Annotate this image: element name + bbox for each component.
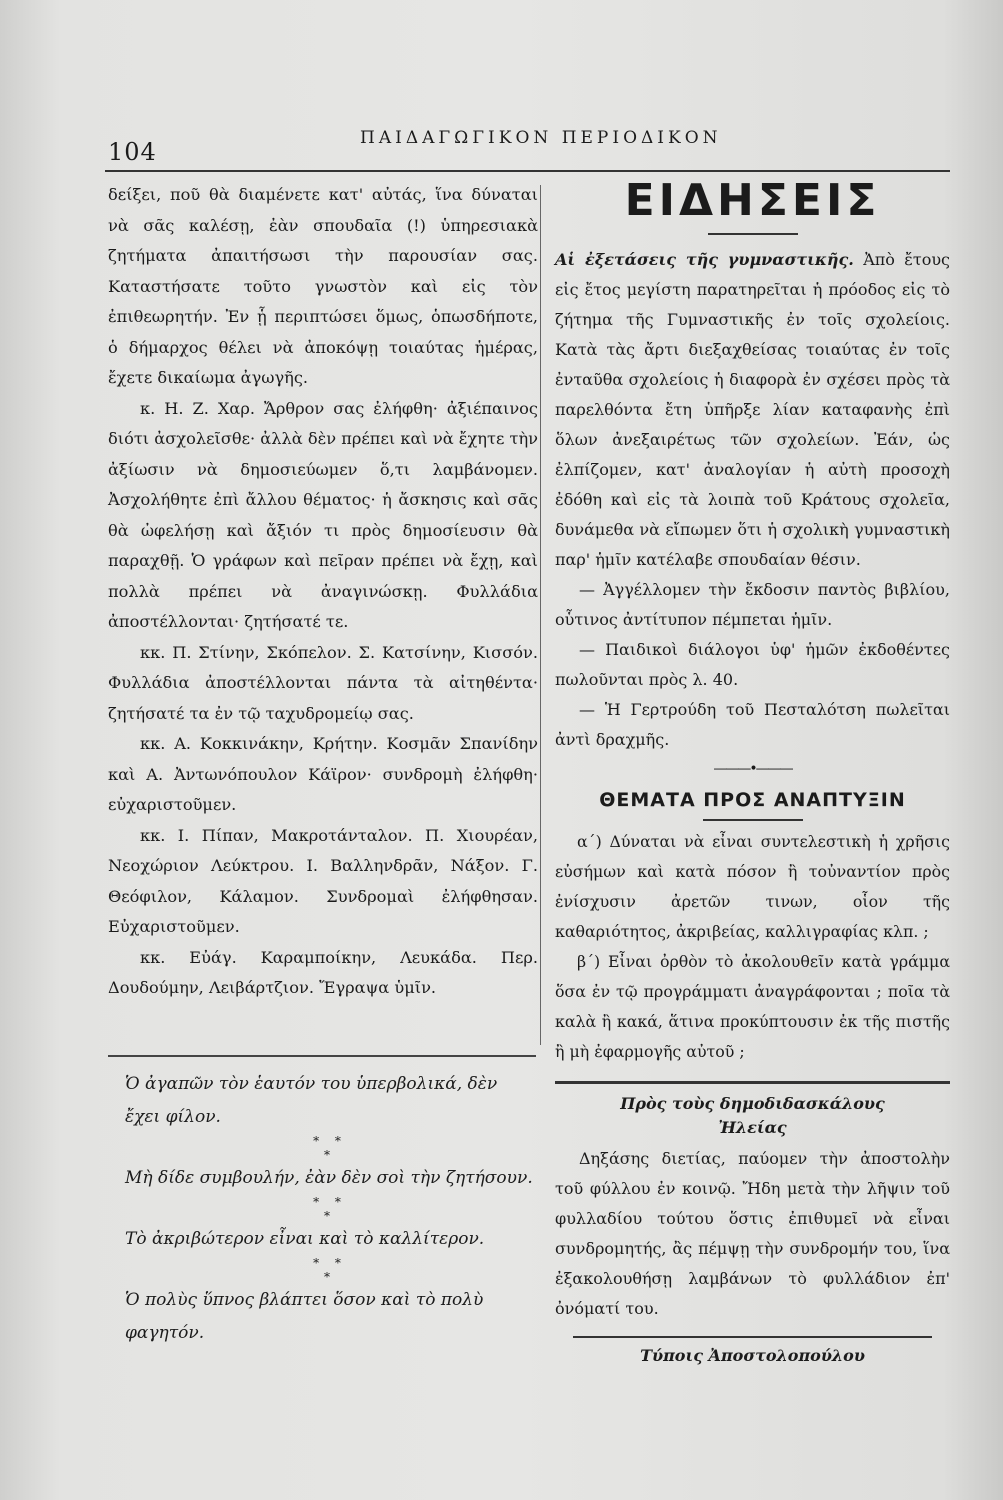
sayings-block [125,1068,535,1350]
theme-item: β΄) Εἶναι ὀρθὸν τὸ ἀκολουθεῖν κατὰ γράμμα ὅσα ἐν τῷ προγράμματι ἀναγράφονται ; ποῖα τὰ καλὰ ἢ κακά, ἅτινα προκύπτουσιν ἐκ τῆς πιστῆς ἢ μὴ ἐφαρμογῆς αὐτοῦ ; [555,952,950,1061]
title-rule [708,233,798,235]
saying: Τὸ ἀκριβώτερον εἶναι καὶ τὸ καλλίτερον. [125,1229,485,1249]
correspondence-paragraph: κκ. Εὐάγ. Καραμποίκην, Λευκάδα. Περ. Δουδούμην, Λειβάρτζιον. Ἔγραψα ὑμῖν. [108,947,538,997]
news-item: — Παιδικοὶ διάλογοι ὑφ' ἡμῶν ἐκδοθέντες πωλοῦνται πρὸς λ. 40. [555,640,950,689]
themes-block [555,827,950,1067]
themes-title-rule [703,819,803,821]
star-separator: * * * [313,1134,347,1162]
notice-title [555,1092,950,1140]
saying: Ὁ πολὺς ὕπνος βλάπτει ὅσον καὶ τὸ πολὺ φαγητόν. [125,1290,484,1343]
news-lead-heading: Αἱ ἐξετάσεις τῆς γυμναστικῆς. [555,250,854,269]
themes-title: ΘΕΜΑΤΑ ΠΡΟΣ ΑΝΑΠΤΥΞΙΝ [599,789,906,811]
news-lead-text: Ἀπὸ ἔτους εἰς ἔτος μεγίστη παρατηρεῖται ἡ πρόοδος εἰς τὸ ζήτημα τῆς Γυμναστικῆς ἐν τοῖς σχολείοις. Κατὰ τὰς ἄρτι διεξαχθείσας τοιαύτας ἐν τοῖς ἐνταῦθα σχολείοις ἡ διαφορὰ ἐν σχέσει πρὸς τὰ παρελθόντα ἔτη ὑπῆρξε λίαν καταφανὴς ἐπὶ ὅλων ἀνεξαιρέτως τῶν σχολείων. Ἐάν, ὡς ἐλπίζομεν, κατ' ἀναλογίαν ἡ αὐτὴ προσοχὴ ἐδόθη καὶ εἰς τὰ λοιπὰ τοῦ Κράτους σχολεῖα, δυνάμεθα νὰ εἴπωμεν ὅτι ἡ σχολικὴ γυμναστικὴ παρ' ἡμῖν κατέλαβε σπουδαίαν θέσιν. [555,250,951,569]
news-column [555,175,950,1365]
correspondence-paragraph: κκ. Π. Στίνην, Σκόπελον. Σ. Κατσίνην, Κισσόν. Φυλλάδια ἀποστέλλονται πάντα τὰ αἰτηθέντα· ζητήσατέ τα ἐν τῷ ταχυδρομείῳ σας. [108,642,538,723]
news-item: — Ἀγγέλλομεν τὴν ἔκδοσιν παντὸς βιβλίου, οὗτινος ἀντίτυπον πέμπεται ἡμῖν. [555,580,950,629]
ornament-divider: ———•——— [713,761,792,777]
star-separator: * * * [313,1195,347,1223]
correspondence-paragraph: κκ. Ι. Πίπαν, Μακροτάνταλον. Π. Χιουρέαν, Νεοχώριον Λεύκτρου. Ι. Βαλληνδρᾶν, Νάξον. Γ. Θεόφιλον, Κάλαμον. Συνδρομαὶ ἐλήφθησαν. Εὐχαριστοῦμεν. [108,825,538,936]
saying: Ὁ ἀγαπῶν τὸν ἑαυτόν του ὑπερβολικά, δὲν ἔχει φίλον. [125,1074,498,1127]
notice-text: Δηξάσης διετίας, παύομεν τὴν ἀποστολὴν τοῦ φύλλου ἐν κοινῷ. Ἤδη μετὰ τὴν λῆψιν τοῦ φυλλαδίου τούτου ὅστις ἐπιθυμεῖ νὰ εἶναι συνδρομητής, ἂς πέμψῃ τὴν συνδρομήν του, ἵνα ἐξακολουθήσῃ λαμβάνων τὸ φυλλάδιον ἐπ' ὀνόματί του. [555,1149,950,1318]
theme-item: α΄) Δύναται νὰ εἶναι συντελεστικὴ ἡ χρῆσις εὐσήμων καὶ κατὰ πόσον ἢ τοὐναντίον πρὸς ἐνίσχυσιν ἀρετῶν τινων, οἷον τῆς καθαριότητος, ἀκριβείας, καλλιγραφίας κλπ. ; [555,832,950,941]
printer-rule [573,1336,932,1338]
correspondence-paragraph: κ. Η. Ζ. Χαρ. Ἄρθρον σας ἐλήφθη· ἀξιέπαινος διότι ἀσχολεῖσθε· ἀλλὰ δὲν πρέπει καὶ νὰ ἔχητε τὴν ἀξίωσιν νὰ δημοσιεύωμεν ὅ,τι λαμβάνομεν. Ἀσχολήθητε ἐπὶ ἄλλου θέματος· ἡ ἄσκησις καὶ σᾶς θὰ ὠφελήσῃ καὶ ἄξιόν τι πρὸς δημοσίευσιν θὰ παραχθῇ. Ὁ γράφων καὶ πεῖραν πρέπει νὰ ἔχῃ, καὶ πολλὰ πρέπει νὰ ἀναγινώσκῃ. Φυλλάδια ἀποστέλλονται· ζητήσατέ τε. [108,398,538,631]
printer-credit: Τύποις Ἀποστολοπούλου [640,1346,865,1365]
news-title: ΕΙΔΗΣΕΙΣ [624,175,881,226]
news-block [555,245,950,755]
notice-rule [555,1081,950,1084]
notice-title-line1: Πρὸς τοὺς δημοδιδασκάλους [620,1094,885,1113]
correspondence-paragraph: δείξει, ποῦ θὰ διαμένετε κατ' αὐτάς, ἵνα δύναται νὰ σᾶς καλέσῃ, ἐὰν σπουδαῖα (!) ὑπηρεσιακὰ ζητήματα ἀπαιτήσωσι τὴν παρουσίαν σας. Καταστήσατε τοῦτο γνωστὸν καὶ εἰς τὸν ἐπιθεωρητήν. Ἐν ᾗ περιπτώσει ὅμως, ὁπωσδήποτε, ὁ δήμαρχος θέλει νὰ ἀποκόψῃ τοιαύτας ἡμέρας, ἔχετε δικαίωμα ἀγωγῆς. [108,185,538,387]
correspondence-paragraph: κκ. Α. Κοκκινάκην, Κρήτην. Κοσμᾶν Σπανίδην καὶ Α. Ἀντωνόπουλον Κάϊρον· συνδρομὴ ἐλήφθη· εὐχαριστοῦμεν. [108,734,538,814]
news-item: — Ἡ Γερτρούδη τοῦ Πεσταλότση πωλεῖται ἀντὶ δραχμῆς. [555,700,950,749]
saying: Μὴ δίδε συμβουλήν, ἐὰν δὲν σοὶ τὴν ζητήσουν. [125,1168,533,1188]
section-rule [108,1055,536,1057]
page-number: 104 [108,138,157,166]
header-rule [105,170,950,172]
correspondence-column [108,180,538,1004]
news-lead-paragraph [555,245,950,575]
column-divider [540,185,541,1045]
notice-title-line2: Ἠλείας [718,1118,787,1137]
running-title: ΠΑΙΔΑΓΩΓΙΚΟΝ ΠΕΡΙΟΔΙΚΟΝ [360,128,722,148]
star-separator: * * * [313,1256,347,1284]
